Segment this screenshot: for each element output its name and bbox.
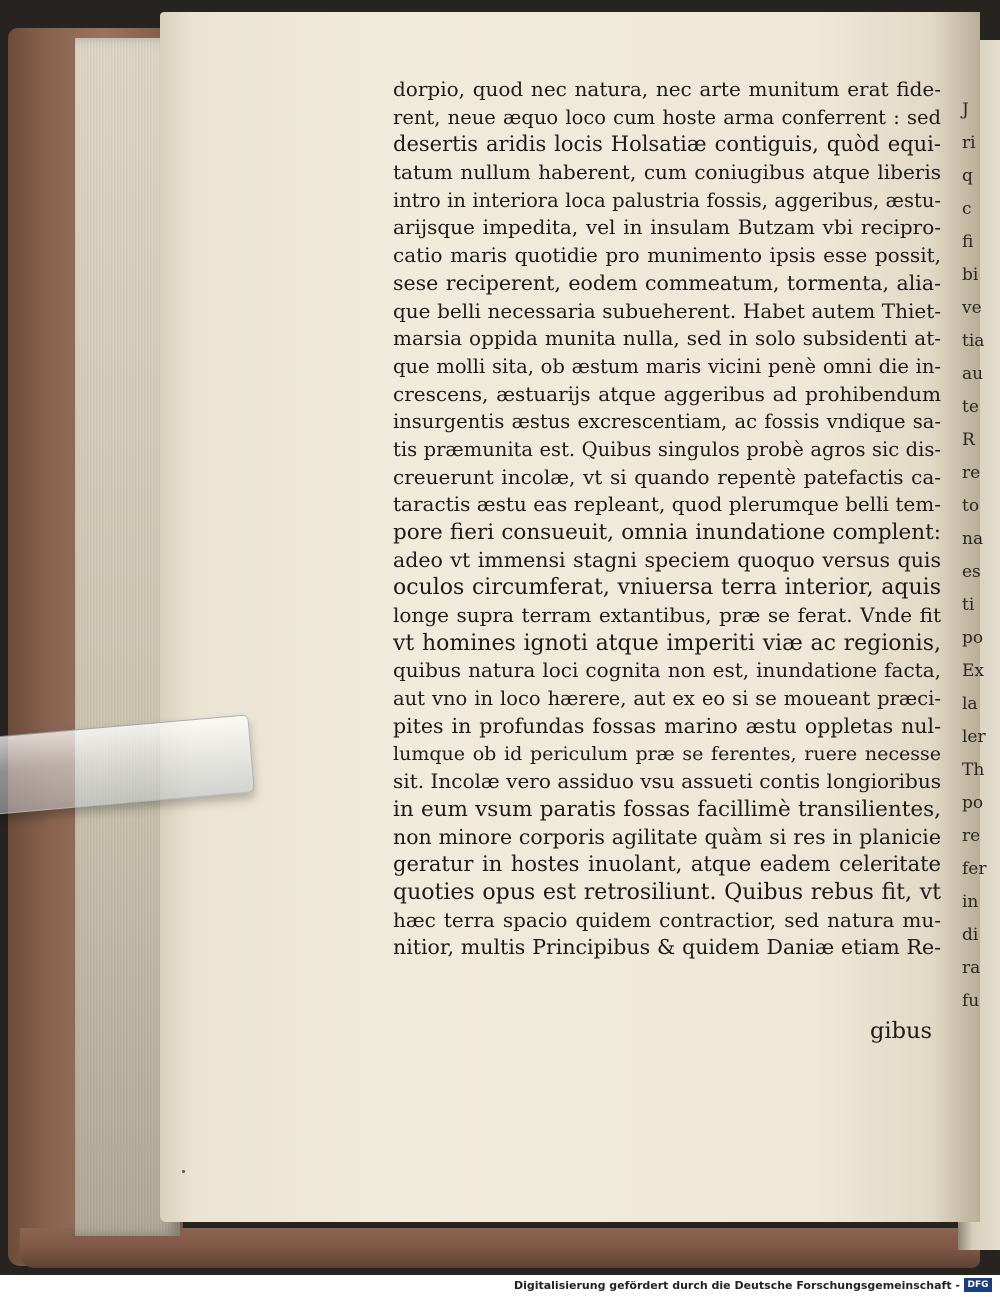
text-line: rent, neue æquo loco cum hoste arma conferrent : sed (393, 105, 941, 129)
text-line: creuerunt incolæ, vt si quando repentè patefactis ca- (393, 464, 941, 489)
text-line: insurgentis æstus excrescentiam, ac fossis vndique sa- (393, 410, 941, 434)
text-line: quoties opus est retrosiliunt. Quibus rebus fit, vt (393, 879, 941, 905)
text-line: dorpio, quod nec natura, nec arte munitum erat fide- (393, 77, 941, 101)
text-line: pore fieri consueuit, omnia inundatione complent: (393, 520, 941, 545)
next-page-fragment: na (962, 529, 984, 549)
next-page-fragment: di (962, 925, 979, 945)
text-line: que molli sita, ob æstum maris vicini penè omni die in- (393, 354, 941, 378)
text-line: longe supra terram extantibus, præ se ferat. Vnde fit (393, 603, 941, 628)
text-line: arijsque impedita, vel in insulam Butzam vbi recipro- (393, 215, 941, 240)
text-line: sit. Incolæ vero assiduo vsu assueti contis longioribus (393, 769, 941, 794)
text-line: crescens, æstuarijs atque aggeribus ad prohibendum (393, 381, 941, 406)
next-page-fragment: po (962, 793, 984, 813)
text-line: geratur in hostes inuolant, atque eadem celeritate (393, 852, 941, 877)
next-page-fragment: bi (962, 265, 979, 285)
next-page-fragment: re (962, 826, 981, 846)
next-page-fragment: ri (962, 133, 976, 153)
next-page-fragment: in (962, 892, 979, 912)
text-line: non minore corporis agilitate quàm si res in planicie (393, 824, 941, 849)
next-page-fragment: J (962, 100, 969, 120)
text-line: intro in interiora loca palustria fossis, aggeribus, æstu- (393, 188, 941, 212)
next-page-fragment: fer (962, 859, 987, 879)
text-line: hæc terra spacio quidem contractior, sed natura mu- (393, 907, 941, 932)
next-page-fragment: R (962, 430, 975, 450)
next-page-fragment: tia (962, 331, 985, 351)
text-line: oculos circumferat, vniuersa terra interior, aquis (393, 575, 941, 601)
next-page-fragment: po (962, 628, 984, 648)
footer-bar (0, 1276, 1000, 1297)
next-page-fragment: c (962, 199, 972, 219)
next-page-fragment: Ex (962, 661, 984, 681)
text-line: que belli necessaria subueherent. Habet autem Thiet- (393, 298, 941, 323)
text-line: quibus natura loci cognita non est, inundatione facta, (393, 658, 941, 683)
text-line: taractis æstu eas repleant, quod plerumque belli tem- (393, 492, 941, 517)
catchword: gibus (870, 1018, 933, 1044)
text-line: nitior, multis Principibus & quidem Daniæ etiam Re- (393, 935, 941, 960)
next-page-fragment: fi (962, 232, 974, 252)
next-page-fragment: q (962, 166, 973, 186)
text-line: adeo vt immensi stagni speciem quoquo versus quis (393, 547, 941, 572)
text-line: aut vno in loco hærere, aut ex eo si se moueant præci- (393, 687, 941, 711)
next-page-fragment: ti (962, 595, 975, 615)
next-page-fragment: la (962, 694, 978, 714)
text-line: sese reciperent, eodem commeatum, tormenta, alia- (393, 270, 941, 295)
text-line: in eum vsum paratis fossas facillimè transilientes, (393, 796, 941, 822)
text-line: vt homines ignoti atque imperiti viæ ac regionis, (393, 630, 941, 656)
next-page-fragment: ve (962, 298, 982, 318)
funding-credit: Digitalisierung gefördert durch die Deutsche Forschungsgemeinschaft - (513, 1279, 960, 1292)
text-line: marsia oppida munita nulla, sed in solo subsidenti at- (393, 326, 941, 351)
next-page-fragment: re (962, 463, 981, 483)
next-page-fragment: Th (962, 760, 985, 780)
text-line: lumque ob id periculum præ se ferentes, ruere necesse (393, 742, 941, 765)
text-line: desertis aridis locis Holsatiæ contiguis, quòd equi- (393, 132, 941, 157)
dfg-logo: DFG (964, 1278, 992, 1292)
text-line: catio maris quotidie pro munimento ipsis esse possit, (393, 243, 941, 268)
page-speck (182, 1170, 185, 1173)
text-line: tatum nullum haberent, cum coniugibus atque liberis (393, 160, 941, 185)
next-page-fragment: to (962, 496, 980, 516)
next-page-fragment: te (962, 397, 979, 417)
next-page-fragment: ler (962, 727, 986, 747)
next-page-fragment: fu (962, 991, 980, 1011)
text-line: tis præmunita est. Quibus singulos probè agros sic dis- (393, 437, 941, 461)
next-page-fragment: es (962, 562, 981, 582)
text-line: pites in profundas fossas marino æstu oppletas nul- (393, 713, 941, 738)
next-page-fragment: au (962, 364, 984, 384)
page-text-block (393, 76, 941, 962)
next-page-fragment: ra (962, 958, 981, 978)
